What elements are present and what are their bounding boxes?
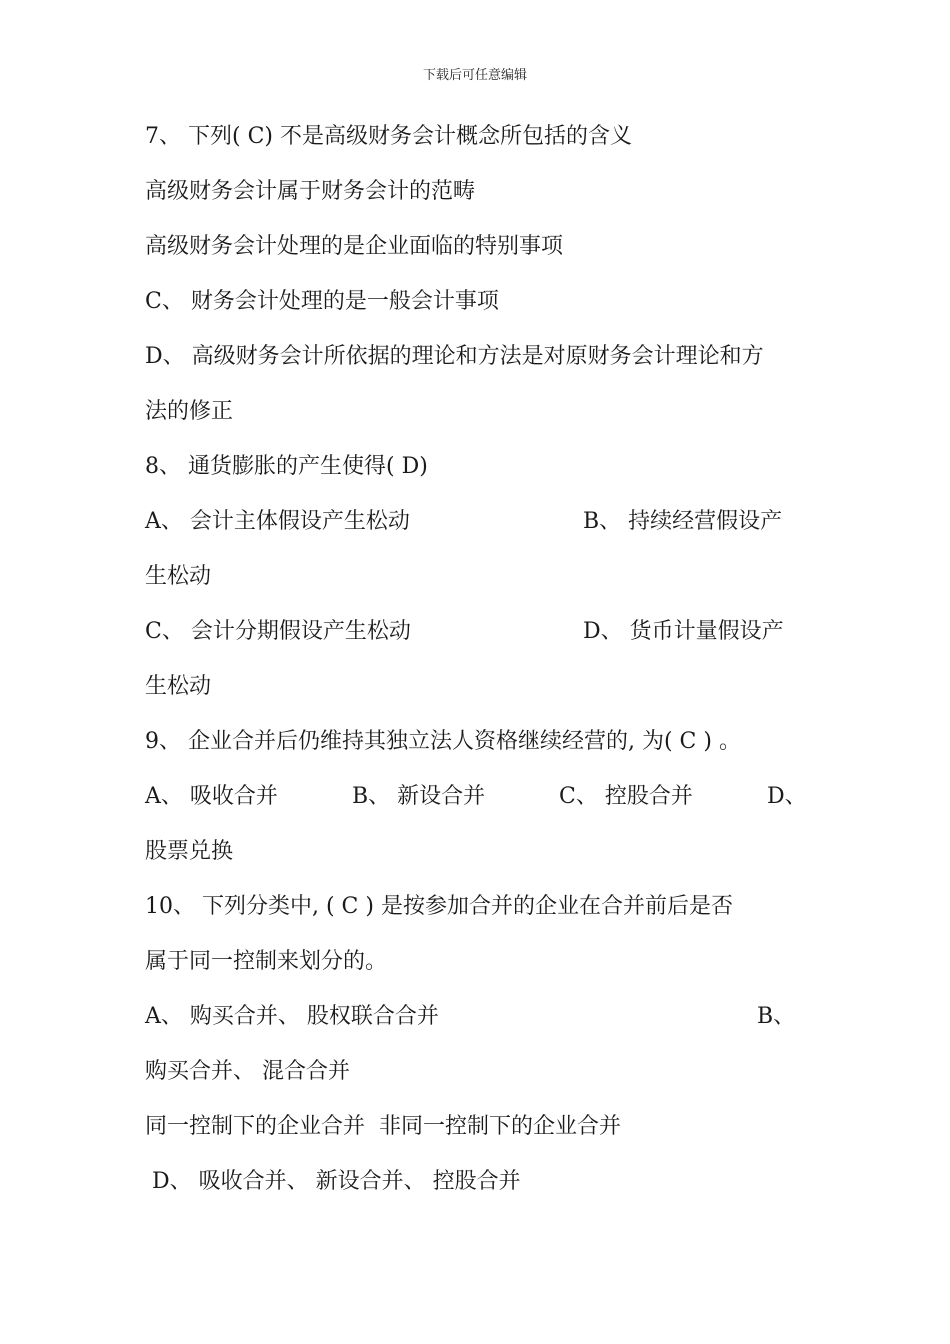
q10-option-b: B、 xyxy=(757,1004,796,1029)
document-body xyxy=(145,111,805,1211)
q8-option-b: B、 持续经营假设产 xyxy=(583,509,783,534)
page-header: 下载后可任意编辑 xyxy=(422,68,527,83)
question-7: 7、 下列( C) 不是高级财务会计概念所包括的含义 xyxy=(145,124,632,149)
q8-options-cd xyxy=(145,606,805,661)
q8-option-d: D、 货币计量假设产 xyxy=(583,619,784,644)
question-10: 10、 下列分类中, ( C ) 是按参加合并的企业在合并前后是否 xyxy=(145,894,733,919)
q7-option-c: C、 财务会计处理的是一般会计事项 xyxy=(145,289,499,314)
q8-option-b-cont: 生松动 xyxy=(145,564,212,589)
q9-options xyxy=(145,771,805,826)
q8-option-d-cont: 生松动 xyxy=(145,674,212,699)
q9-option-c: C、 控股合并 xyxy=(559,784,693,809)
q10-option-d: D、 吸收合并、 新设合并、 控股合并 xyxy=(145,1169,521,1194)
q9-option-a: A、 吸收合并 xyxy=(145,784,278,809)
q8-option-c: C、 会计分期假设产生松动 xyxy=(145,619,411,644)
q9-option-b: B、 新设合并 xyxy=(352,784,486,809)
q10-option-c: 同一控制下的企业合并 非同一控制下的企业合并 xyxy=(145,1114,621,1139)
q9-option-d: D、 xyxy=(767,784,807,809)
q9-option-d-cont: 股票兑换 xyxy=(145,839,234,864)
q7-option-b: 高级财务会计处理的是企业面临的特别事项 xyxy=(145,234,564,259)
q10-option-b-cont: 购买合并、 混合合并 xyxy=(145,1059,350,1084)
q7-option-a: 高级财务会计属于财务会计的范畴 xyxy=(145,179,476,204)
q7-option-d: D、 高级财务会计所依据的理论和方法是对原财务会计理论和方 xyxy=(145,344,764,369)
q10-options-ab xyxy=(145,991,805,1046)
question-10-cont: 属于同一控制来划分的。 xyxy=(145,949,388,974)
q10-option-a: A、 购买合并、 股权联合合并 xyxy=(145,1004,439,1029)
q8-options-ab xyxy=(145,496,805,551)
question-9: 9、 企业合并后仍维持其独立法人资格继续经营的, 为( C ) 。 xyxy=(145,729,741,754)
q8-option-a: A、 会计主体假设产生松动 xyxy=(145,509,410,534)
q7-option-d-cont: 法的修正 xyxy=(145,399,234,424)
question-8: 8、 通货膨胀的产生使得( D) xyxy=(145,454,428,479)
